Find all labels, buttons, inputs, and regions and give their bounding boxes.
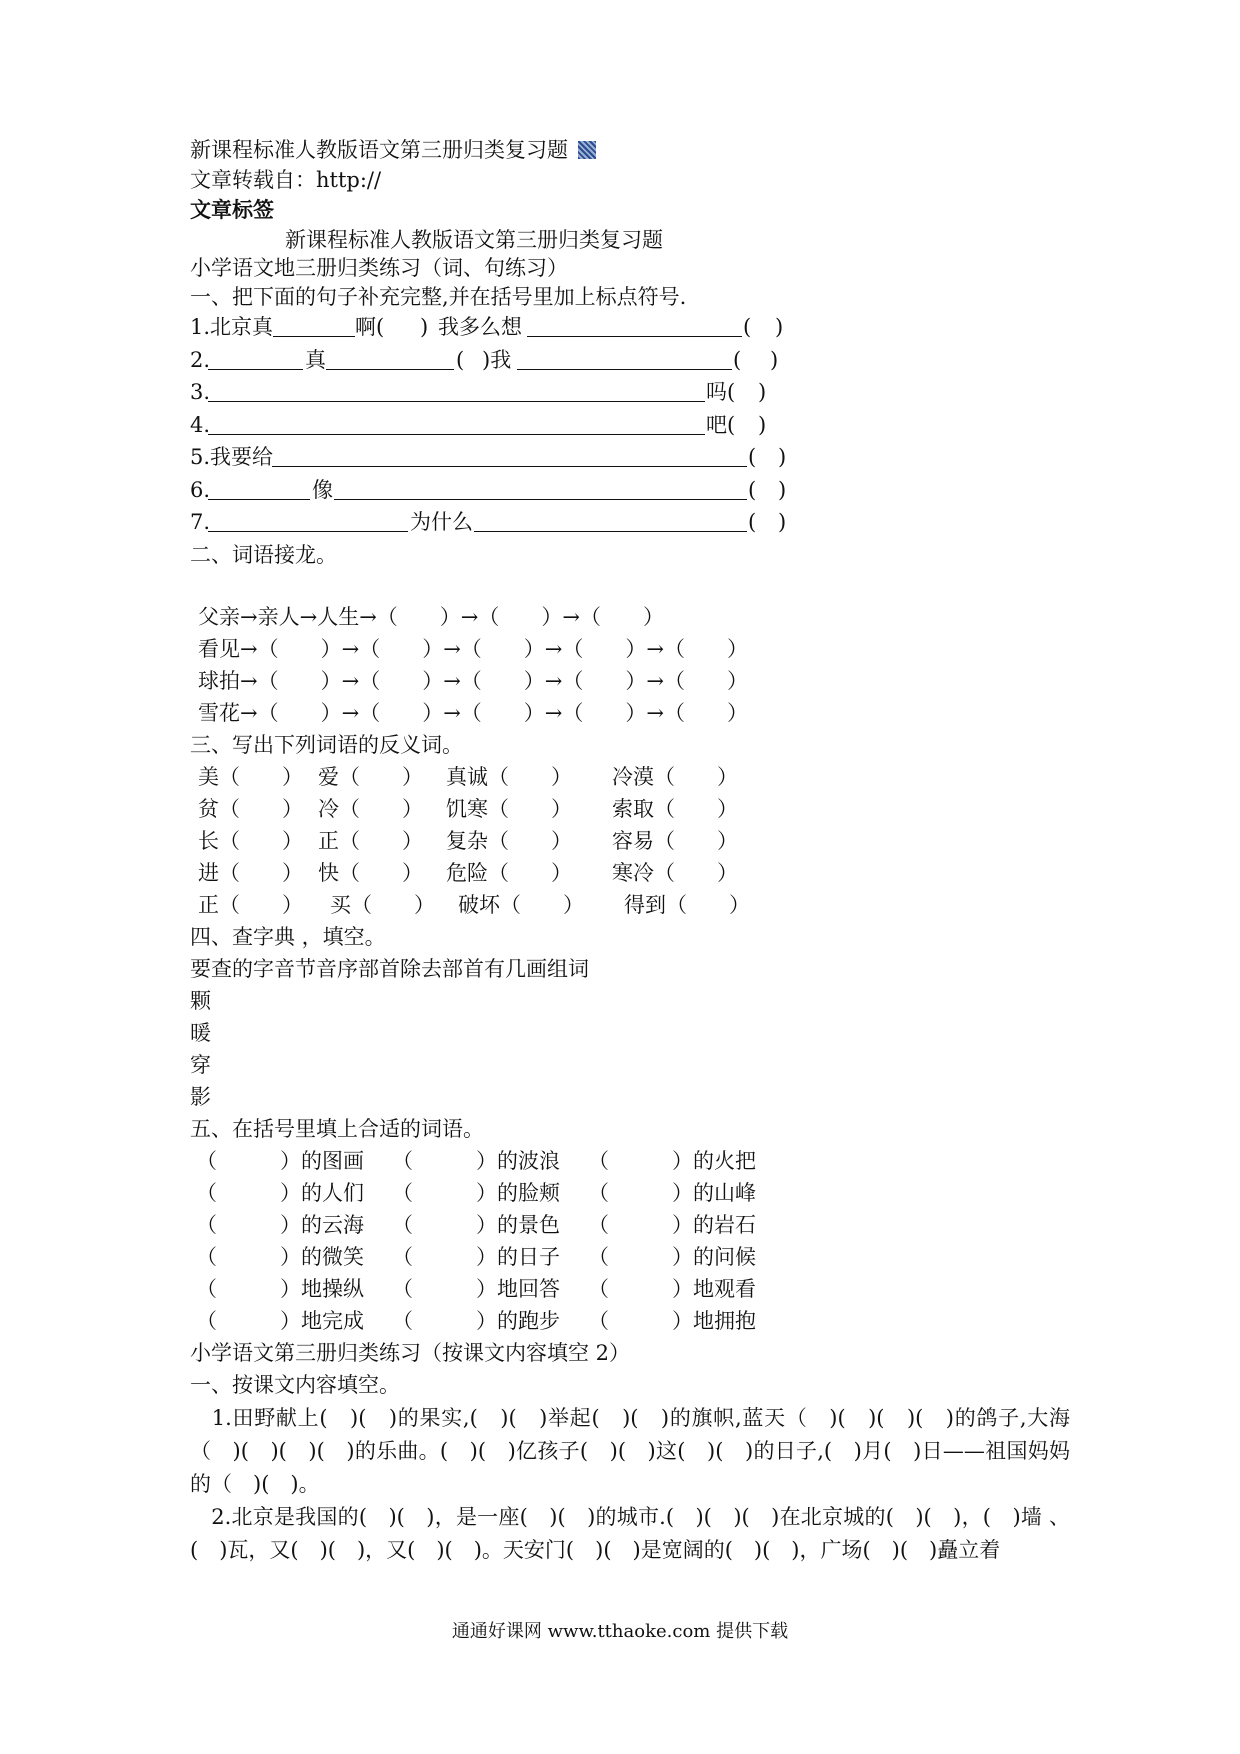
section5-heading: 五、在括号里填上合适的词语。 <box>190 1117 484 1141</box>
chain-row: 看见→（ ）→（ ）→（ ）→（ ）→（ ） <box>198 637 748 661</box>
tags-heading: 文章标签 <box>190 197 274 222</box>
antonym-cell: 美（ ） <box>198 765 303 789</box>
part2-heading: 一、按课文内容填空。 <box>190 1373 400 1397</box>
section3-heading: 三、写出下列词语的反义词。 <box>190 733 463 757</box>
s1-l2-a: 2. <box>190 348 211 372</box>
fill-word-cell: （ ）的岩石 <box>588 1213 756 1237</box>
fill-word-cell: （ ）的云海 <box>196 1213 364 1237</box>
s1-l6-c: ( <box>748 478 757 502</box>
s1-l5-c: ) <box>778 445 787 469</box>
s1-l3-a: 3. <box>190 380 211 404</box>
section4-heading: 四、查字典 ，填空。 <box>190 925 386 949</box>
s1-l7-d: ) <box>778 510 787 534</box>
s1-l4-c: ) <box>758 413 767 437</box>
text-fill-paragraph-1: 1.田野献上( )( )的果实,( )( )举起( )( )的旗帜,蓝天（ )( )( )( )的鸽子,大海（ )( )( )( )的乐曲。( )( )亿孩子( )( )这( )( )的日子,( )月( )日——祖国妈妈的（ )( )。 <box>190 1406 1070 1496</box>
fill-word-cell: （ ）地回答 <box>392 1277 560 1301</box>
fill-word-cell: （ ）地完成 <box>196 1309 364 1333</box>
s1-l7-b: 为什么 <box>410 510 473 534</box>
antonym-cell: 真诚（ ） <box>446 765 572 789</box>
chain-row: 雪花→（ ）→（ ）→（ ）→（ ）→（ ） <box>198 701 748 725</box>
s1-l4-b: 吧( <box>706 413 736 437</box>
fill-word-cell: （ ）的问候 <box>588 1245 756 1269</box>
s1-l1-c: ) <box>420 315 429 339</box>
s1-l1-e: ( <box>743 315 752 339</box>
chain-row: 球拍→（ ）→（ ）→（ ）→（ ）→（ ） <box>198 669 748 693</box>
antonym-cell: 快（ ） <box>318 861 423 885</box>
blank <box>334 499 747 500</box>
s1-l2-c: ( <box>456 348 465 372</box>
blank <box>208 434 705 435</box>
antonym-cell: 买（ ） <box>330 893 435 917</box>
fill-word-cell: （ ）地操纵 <box>196 1277 364 1301</box>
blank <box>474 531 747 532</box>
antonym-cell: 危险（ ） <box>446 861 572 885</box>
s1-l2-f: ) <box>770 348 779 372</box>
page-footer: 通通好课网 www.tthaoke.com 提供下载 <box>451 1621 789 1642</box>
s1-l2-d: )我 <box>482 348 512 372</box>
antonym-cell: 长（ ） <box>198 829 303 853</box>
dictionary-char: 颗 <box>190 989 211 1013</box>
part2-subtitle: 小学语文第三册归类练习（按课文内容填空 2） <box>190 1341 631 1365</box>
blank <box>208 401 705 402</box>
s1-l6-d: ) <box>778 478 787 502</box>
blank <box>208 531 408 532</box>
blank <box>326 369 454 370</box>
source-line: 文章转载自：http:// <box>190 168 382 192</box>
s1-l5-b: ( <box>748 445 757 469</box>
antonym-cell: 破坏（ ） <box>458 893 584 917</box>
subtitle: 小学语文地三册归类练习（词、句练习） <box>190 256 568 280</box>
antonym-cell: 寒冷（ ） <box>612 861 738 885</box>
antonym-cell: 爱（ ） <box>318 765 423 789</box>
s1-l7-a: 7. <box>190 510 211 534</box>
dictionary-char: 暖 <box>190 1021 211 1045</box>
document-icon <box>578 141 596 159</box>
blank <box>517 369 732 370</box>
antonym-cell: 饥寒（ ） <box>446 797 572 821</box>
s1-l1-b: 啊( <box>355 315 385 339</box>
antonym-cell: 正（ ） <box>198 893 303 917</box>
blank <box>527 336 742 337</box>
s1-l4-a: 4. <box>190 413 211 437</box>
antonym-cell: 冷漠（ ） <box>612 765 738 789</box>
fill-word-cell: （ ）的图画 <box>196 1149 364 1173</box>
fill-word-cell: （ ）的人们 <box>196 1181 364 1205</box>
chain-row: 父亲→亲人→人生→（ ）→（ ）→（ ） <box>198 605 664 629</box>
antonym-cell: 进（ ） <box>198 861 303 885</box>
blank <box>208 369 303 370</box>
antonym-cell: 复杂（ ） <box>446 829 572 853</box>
doc-header-title: 新课程标准人教版语文第三册归类复习题 <box>190 135 596 165</box>
antonym-cell: 贫（ ） <box>198 797 303 821</box>
fill-word-cell: （ ）地拥抱 <box>588 1309 756 1333</box>
blank <box>272 466 747 467</box>
text-fill-paragraph-2: 2.北京是我国的( )( )，是一座( )( )的城市.( )( )( )在北京城的( )( )，( )墙 、( )瓦，又( )( )，又( )( )。天安门( )( )是宽阔的( )( )，广场( )( )矗立着 <box>190 1505 1070 1562</box>
antonym-cell: 正（ ） <box>318 829 423 853</box>
s1-l6-a: 6. <box>190 478 211 502</box>
s1-l1-d: 我多么想 <box>438 315 522 339</box>
s1-l5-a: 5.我要给 <box>190 445 274 469</box>
dictionary-columns: 要查的字音节音序部首除去部首有几画组词 <box>190 957 589 981</box>
section2-heading: 二、词语接龙。 <box>190 543 337 567</box>
blank <box>208 499 310 500</box>
s1-l1-a: 1.北京真 <box>190 315 274 339</box>
dictionary-char: 影 <box>190 1085 211 1109</box>
blank <box>273 336 355 337</box>
dictionary-char: 穿 <box>190 1053 211 1077</box>
fill-word-cell: （ ）的微笑 <box>196 1245 364 1269</box>
section1-heading: 一、把下面的句子补充完整,并在括号里加上标点符号. <box>190 285 687 309</box>
page-title: 新课程标准人教版语文第三册归类复习题 <box>285 228 663 252</box>
antonym-cell: 索取（ ） <box>612 797 738 821</box>
antonym-cell: 得到（ ） <box>624 893 750 917</box>
s1-l3-b: 吗( <box>706 380 736 404</box>
s1-l3-c: ) <box>758 380 767 404</box>
s1-l6-b: 像 <box>312 478 333 502</box>
s1-l2-b: 真 <box>305 348 326 372</box>
s1-l2-e: ( <box>733 348 742 372</box>
antonym-cell: 冷（ ） <box>318 797 423 821</box>
fill-word-cell: （ ）的山峰 <box>588 1181 756 1205</box>
fill-word-cell: （ ）的景色 <box>392 1213 560 1237</box>
fill-word-cell: （ ）的火把 <box>588 1149 756 1173</box>
antonym-cell: 容易（ ） <box>612 829 738 853</box>
s1-l1-f: ) <box>775 315 784 339</box>
fill-word-cell: （ ）地观看 <box>588 1277 756 1301</box>
fill-word-cell: （ ）的波浪 <box>392 1149 560 1173</box>
fill-word-cell: （ ）的日子 <box>392 1245 560 1269</box>
fill-word-cell: （ ）的跑步 <box>392 1309 560 1333</box>
fill-word-cell: （ ）的脸颊 <box>392 1181 560 1205</box>
s1-l7-c: ( <box>748 510 757 534</box>
